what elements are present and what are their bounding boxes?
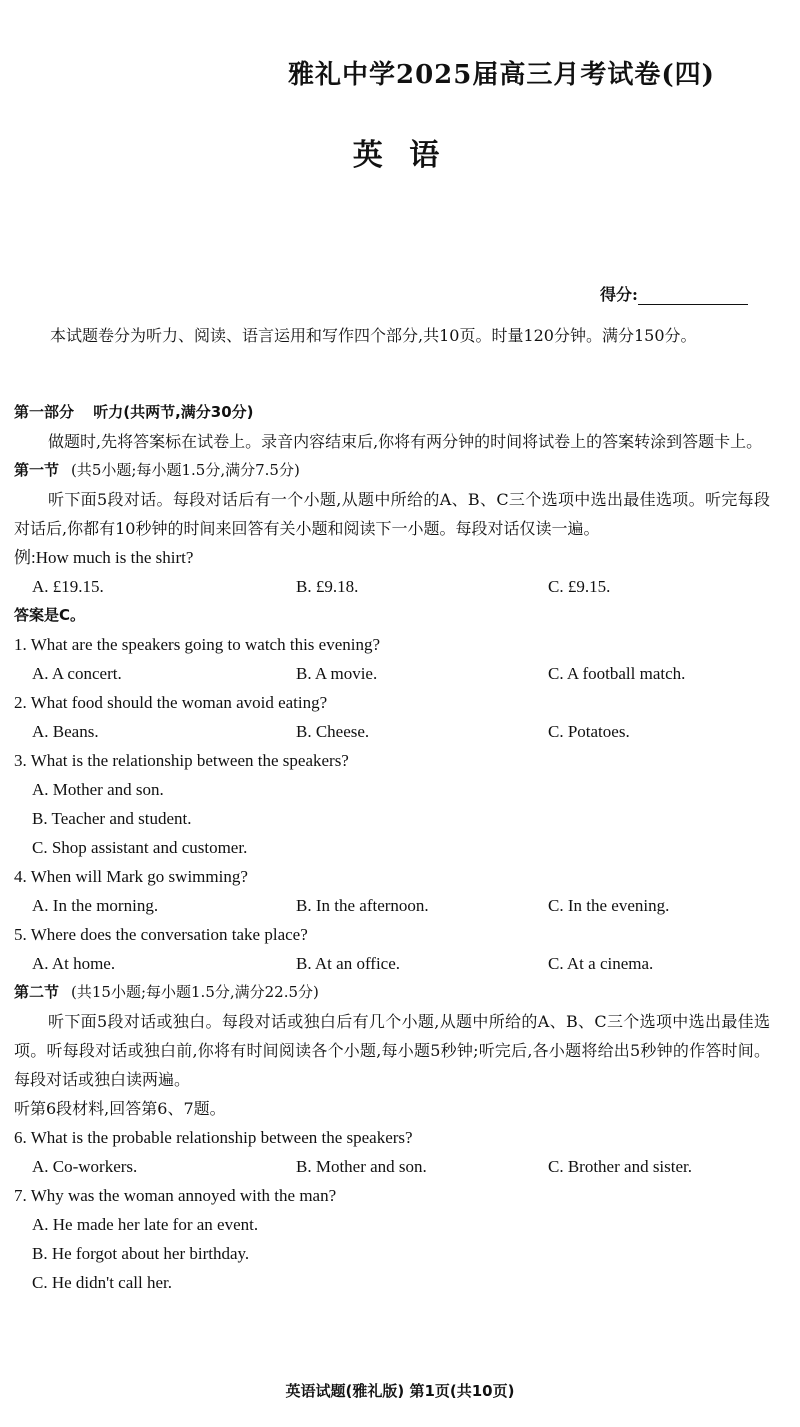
example-question: 例:How much is the shirt? [14, 548, 194, 567]
page-footer: 英语试题(雅礼版) 第1页(共10页) [285, 1382, 515, 1400]
q1-option-b: B. A movie. [296, 664, 378, 683]
q6-option-c: C. Brother and sister. [548, 1157, 693, 1176]
q7-option-b: B. He forgot about her birthday. [32, 1244, 250, 1263]
section2-instructions: 听下面5段对话或独白。每段对话或独白后有几个小题,从题中所给的A、B、C三个选项中选出最佳选项。听每段对话或独白前,你将有时间阅读各个小题,每小题5秒钟;听完后,各小题将给出5秒钟的作答时间。每段对话或独白读两遍。 [14, 1012, 770, 1089]
exam-title: 雅礼中学2025届高三月考试卷(四) [288, 60, 715, 90]
example-answer: 答案是C。 [14, 606, 86, 624]
question-1: 1. What are the speakers going to watch this evening? [14, 635, 381, 654]
section2-meta: (共15小题;每小题1.5分,满分22.5分) [71, 983, 319, 1001]
score-field [600, 282, 748, 305]
q2-option-b: B. Cheese. [296, 722, 370, 741]
part1-title: 第一部分 [14, 403, 75, 421]
question-6-options [14, 1152, 774, 1181]
question-6: 6. What is the probable relationship between the speakers? [14, 1128, 413, 1147]
q2-option-c: C. Potatoes. [548, 722, 630, 741]
question-2-options [14, 717, 774, 746]
part1-instructions: 做题时,先将答案标在试卷上。录音内容结束后,你将有两分钟的时间将试卷上的答案转涂到答题卡上。 [48, 432, 763, 451]
q5-option-c: C. At a cinema. [548, 954, 654, 973]
section1-heading [14, 456, 774, 485]
score-blank [638, 286, 748, 305]
example-options [14, 572, 774, 601]
q5-option-a: A. At home. [32, 954, 116, 973]
question-5: 5. Where does the conversation take place? [14, 925, 308, 944]
q6-option-b: B. Mother and son. [296, 1157, 427, 1176]
q4-option-c: C. In the evening. [548, 896, 670, 915]
q3-option-a: A. Mother and son. [32, 780, 164, 799]
example-option-b: B. £9.18. [296, 577, 359, 596]
material-note: 听第6段材料,回答第6、7题。 [14, 1099, 226, 1118]
q1-option-c: C. A football match. [548, 664, 686, 683]
question-5-options [14, 949, 774, 978]
section1-title: 第一节 [14, 461, 60, 479]
question-4-options [14, 891, 774, 920]
q7-option-c: C. He didn't call her. [32, 1273, 172, 1292]
question-7: 7. Why was the woman annoyed with the man? [14, 1186, 337, 1205]
example-option-a: A. £19.15. [32, 577, 104, 596]
intro-paragraph: 本试题卷分为听力、阅读、语言运用和写作四个部分,共10页。时量120分钟。满分150分。 [50, 326, 697, 345]
example-option-c: C. £9.15. [548, 577, 611, 596]
exam-content [14, 398, 774, 1297]
q4-option-a: A. In the morning. [32, 896, 159, 915]
subject-title: 英 语 [352, 138, 448, 173]
q3-option-c: C. Shop assistant and customer. [32, 838, 248, 857]
section1-instructions: 听下面5段对话。每段对话后有一个小题,从题中所给的A、B、C三个选项中选出最佳选项。听完每段对话后,你都有10秒钟的时间来回答有关小题和阅读下一小题。每段对话仅读一遍。 [14, 490, 770, 538]
question-1-options [14, 659, 774, 688]
question-4: 4. When will Mark go swimming? [14, 867, 248, 886]
section2-heading [14, 978, 774, 1007]
section1-meta: (共5小题;每小题1.5分,满分7.5分) [71, 461, 300, 479]
q7-option-a: A. He made her late for an event. [32, 1215, 259, 1234]
q1-option-a: A. A concert. [32, 664, 122, 683]
question-3: 3. What is the relationship between the speakers? [14, 751, 349, 770]
q6-option-a: A. Co-workers. [32, 1157, 138, 1176]
q3-option-b: B. Teacher and student. [32, 809, 192, 828]
q2-option-a: A. Beans. [32, 722, 99, 741]
part1-name: 听力(共两节,满分30分) [93, 403, 254, 421]
q5-option-b: B. At an office. [296, 954, 401, 973]
score-label: 得分: [600, 285, 638, 304]
section2-title: 第二节 [14, 983, 60, 1001]
q4-option-b: B. In the afternoon. [296, 896, 429, 915]
part1-heading [14, 398, 774, 427]
question-2: 2. What food should the woman avoid eating? [14, 693, 328, 712]
